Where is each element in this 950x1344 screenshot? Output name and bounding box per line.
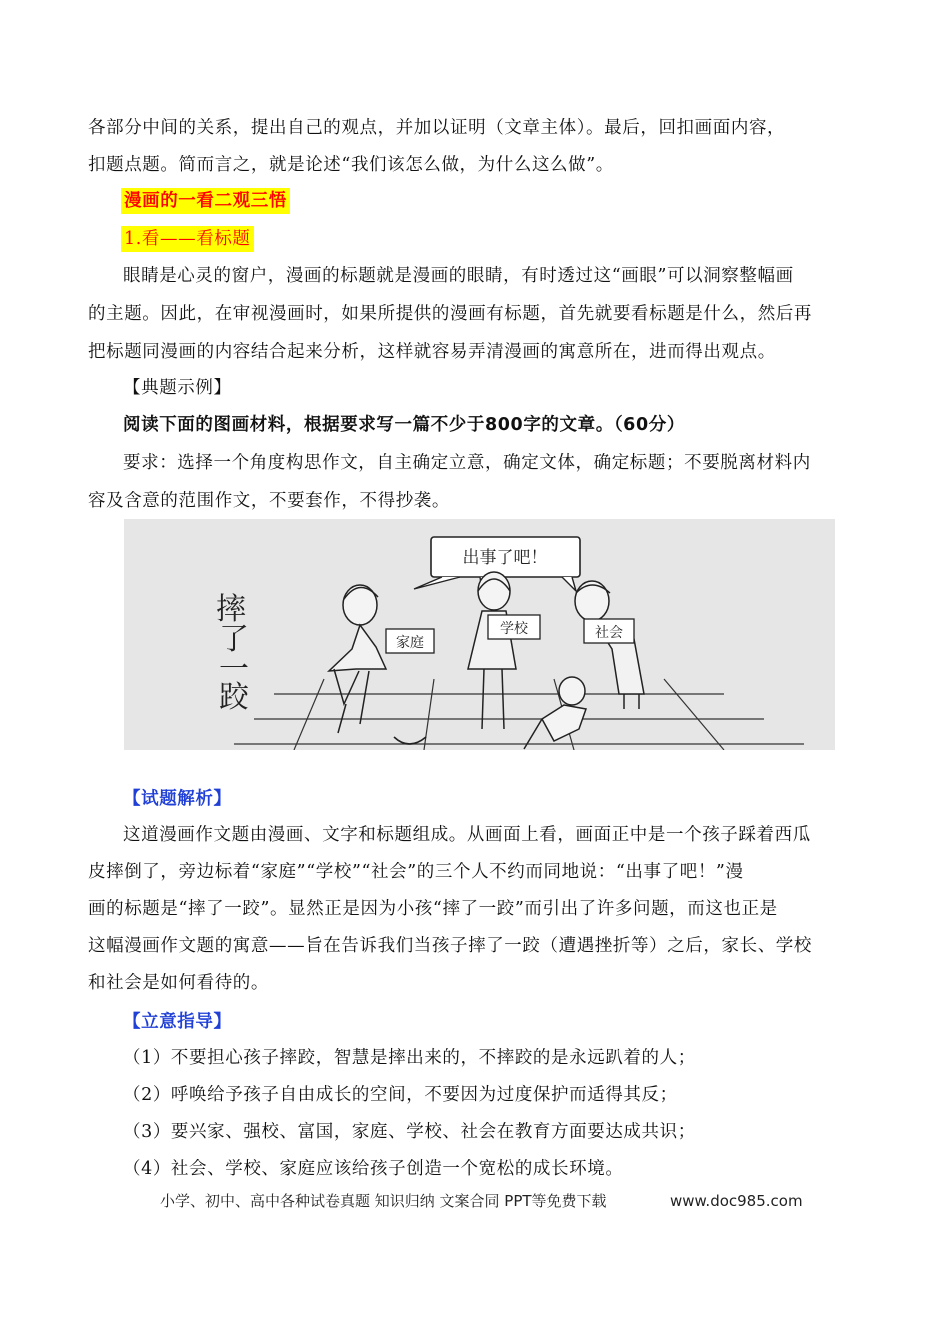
sub-heading: 1.看——看标题	[121, 226, 254, 252]
cartoon-title-char: 了	[219, 622, 249, 657]
intro-line-1: 各部分中间的关系，提出自己的观点，并加以证明（文章主体）。最后，回扣画面内容，	[88, 118, 786, 138]
sign-school: 学校	[500, 621, 528, 637]
cartoon-title-char: 一	[219, 652, 249, 687]
paragraph-line: 眼睛是心灵的窗户，漫画的标题就是漫画的眼睛，有时透过这“画眼”可以洞察整幅画	[123, 266, 794, 286]
guidance-item: （3）要兴家、强校、富国，家庭、学校、社会在教育方面要达成共识；	[123, 1122, 696, 1142]
sign-family: 家庭	[396, 635, 424, 651]
guidance-heading: 【立意指导】	[123, 1012, 232, 1032]
cartoon-title-char: 跤	[219, 680, 249, 715]
analysis-heading: 【试题解析】	[123, 789, 232, 809]
sign-society: 社会	[595, 625, 623, 641]
section-heading: 漫画的一看二观三悟	[121, 188, 290, 214]
cartoon-title-char: 摔	[216, 592, 246, 627]
analysis-line: 和社会是如何看待的。	[88, 973, 269, 993]
guidance-item: （1）不要担心孩子摔跤，智慧是摔出来的，不摔跤的是永远趴着的人；	[123, 1048, 696, 1068]
guidance-item: （4）社会、学校、家庭应该给孩子创造一个宽松的成长环境。	[123, 1159, 624, 1179]
analysis-line: 画的标题是“摔了一跤”。显然正是因为小孩“摔了一跤”而引出了许多问题，而这也正是	[88, 899, 778, 919]
example-label: 【典题示例】	[123, 378, 232, 398]
analysis-line: 这道漫画作文题由漫画、文字和标题组成。从画面上看，画面正中是一个孩子踩着西瓜	[123, 825, 811, 845]
footer-text: 小学、初中、高中各种试卷真题 知识归纳 文案合同 PPT等免费下载	[160, 1192, 607, 1210]
paragraph-line: 的主题。因此，在审视漫画时，如果所提供的漫画有标题，首先就要看标题是什么，然后再	[88, 304, 812, 324]
requirement-line: 要求：选择一个角度构思作文，自主确定立意，确定文体，确定标题；不要脱离材料内	[123, 453, 811, 473]
analysis-line: 皮摔倒了，旁边标着“家庭”“学校”“社会”的三个人不约而同地说：“出事了吧！”漫	[88, 862, 744, 882]
page-footer	[160, 1190, 803, 1212]
paragraph-line: 把标题同漫画的内容结合起来分析，这样就容易弄清漫画的寓意所在，进而得出观点。	[88, 342, 776, 362]
cartoon-image	[124, 519, 835, 750]
requirement-line: 容及含意的范围作文，不要套作，不得抄袭。	[88, 491, 450, 511]
task-statement: 阅读下面的图画材料，根据要求写一篇不少于800字的文章。（60分）	[123, 415, 685, 435]
speech-text: 出事了吧！	[462, 548, 548, 568]
intro-line-2: 扣题点题。简而言之，就是论述“我们该怎么做，为什么这么做”。	[88, 155, 614, 175]
guidance-item: （2）呼唤给予孩子自由成长的空间，不要因为过度保护而适得其反；	[123, 1085, 678, 1105]
footer-url-link[interactable]: www.doc985.com	[670, 1192, 803, 1210]
analysis-line: 这幅漫画作文题的寓意——旨在告诉我们当孩子摔了一跤（遭遇挫折等）之后，家长、学校	[88, 936, 812, 956]
